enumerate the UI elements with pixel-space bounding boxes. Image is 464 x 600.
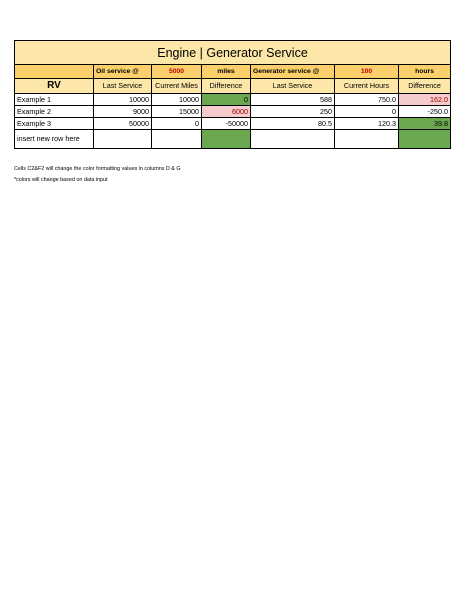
current-miles-header[interactable]: Current Miles bbox=[152, 79, 202, 94]
sheet-title[interactable]: Engine | Generator Service bbox=[15, 41, 451, 65]
current-miles-cell[interactable]: 0 bbox=[152, 118, 202, 130]
service-table bbox=[14, 40, 451, 149]
formatting-note: Cells C2&F2 will change the color formatting values in columns D & G bbox=[14, 166, 181, 172]
current-hours-header[interactable]: Current Hours bbox=[335, 79, 399, 94]
empty-gen-difference-cell[interactable] bbox=[399, 130, 451, 149]
empty-difference-cell[interactable] bbox=[202, 130, 251, 149]
current-hours-cell[interactable]: 120.3 bbox=[335, 118, 399, 130]
difference-cell[interactable]: -50000 bbox=[202, 118, 251, 130]
gen-last-service-header[interactable]: Last Service bbox=[251, 79, 335, 94]
gen-difference-cell[interactable]: 39.8 bbox=[399, 118, 451, 130]
colors-note: *colors will change based on data input bbox=[14, 177, 108, 183]
generator-unit-cell[interactable]: hours bbox=[399, 65, 451, 79]
empty-cell[interactable] bbox=[335, 130, 399, 149]
difference-cell[interactable]: 0 bbox=[202, 94, 251, 106]
table-row bbox=[15, 106, 451, 118]
rv-name-cell[interactable]: Example 3 bbox=[15, 118, 94, 130]
oil-service-label[interactable]: Oil service @ bbox=[94, 65, 152, 79]
rv-name-cell[interactable]: Example 2 bbox=[15, 106, 94, 118]
current-hours-cell[interactable]: 0 bbox=[335, 106, 399, 118]
gen-last-service-cell[interactable]: 588 bbox=[251, 94, 335, 106]
empty-cell-a2[interactable] bbox=[15, 65, 94, 79]
gen-difference-cell[interactable]: -250.0 bbox=[399, 106, 451, 118]
empty-cell[interactable] bbox=[152, 130, 202, 149]
current-miles-cell[interactable]: 15000 bbox=[152, 106, 202, 118]
last-service-cell[interactable]: 50000 bbox=[94, 118, 152, 130]
rv-name-cell[interactable]: Example 1 bbox=[15, 94, 94, 106]
insert-row bbox=[15, 130, 451, 149]
gen-last-service-cell[interactable]: 250 bbox=[251, 106, 335, 118]
oil-interval-cell[interactable]: 5000 bbox=[152, 65, 202, 79]
gen-last-service-cell[interactable]: 80.5 bbox=[251, 118, 335, 130]
difference-cell[interactable]: 6000 bbox=[202, 106, 251, 118]
current-miles-cell[interactable]: 10000 bbox=[152, 94, 202, 106]
current-hours-cell[interactable]: 750.0 bbox=[335, 94, 399, 106]
difference-header[interactable]: Difference bbox=[202, 79, 251, 94]
insert-new-row-cell[interactable]: insert new row here bbox=[15, 130, 94, 149]
last-service-cell[interactable]: 9000 bbox=[94, 106, 152, 118]
table-row bbox=[15, 118, 451, 130]
gen-difference-cell[interactable]: 162.0 bbox=[399, 94, 451, 106]
generator-service-label[interactable]: Generator service @ bbox=[251, 65, 335, 79]
last-service-cell[interactable]: 10000 bbox=[94, 94, 152, 106]
generator-interval-cell[interactable]: 100 bbox=[335, 65, 399, 79]
empty-cell[interactable] bbox=[251, 130, 335, 149]
gen-difference-header[interactable]: Difference bbox=[399, 79, 451, 94]
rv-header[interactable]: RV bbox=[15, 79, 94, 94]
column-header-row bbox=[15, 79, 451, 94]
table-row bbox=[15, 94, 451, 106]
title-row bbox=[15, 41, 451, 65]
empty-cell[interactable] bbox=[94, 130, 152, 149]
oil-unit-cell[interactable]: miles bbox=[202, 65, 251, 79]
service-interval-row bbox=[15, 65, 451, 79]
last-service-header[interactable]: Last Service bbox=[94, 79, 152, 94]
